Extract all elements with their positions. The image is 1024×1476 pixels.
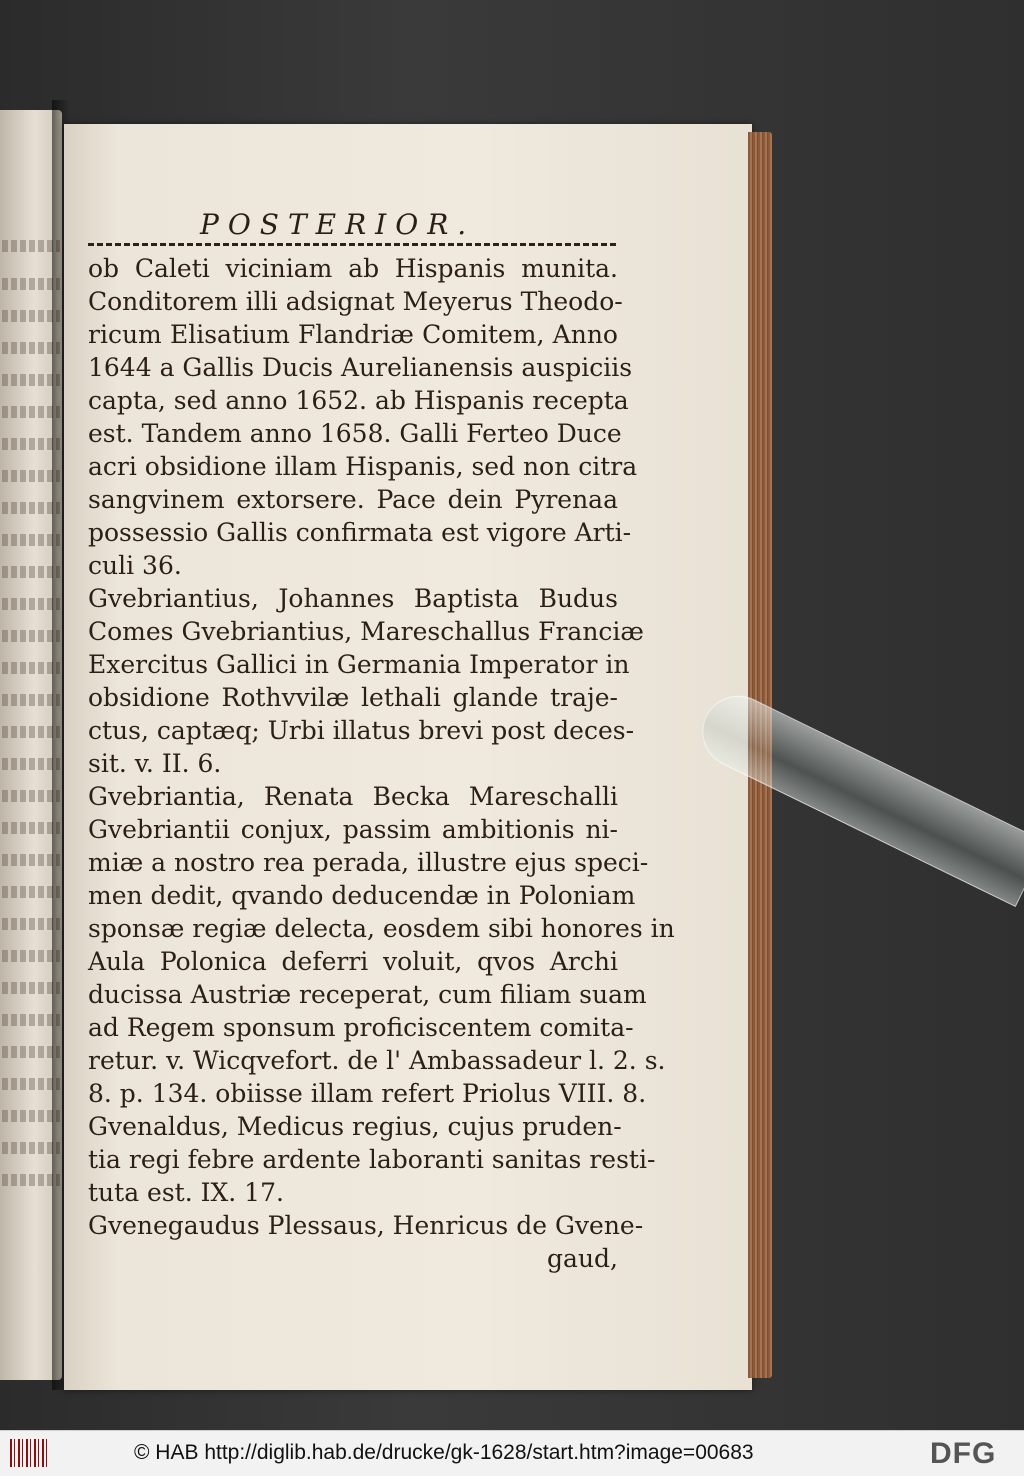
barcode-icon — [10, 1439, 50, 1467]
text-line: 8. p. 134. obiisse illam refert Priolus VIII. 8. — [88, 1079, 647, 1108]
catchword: gaud, — [547, 1244, 618, 1273]
text-line: possessio Gallis confirmata est vigore Arti- — [88, 518, 632, 547]
copyright-url[interactable]: © HAB http://diglib.hab.de/drucke/gk-1628/start.htm?image=00683 — [134, 1441, 754, 1464]
text-line: ricum Elisatium Flandriæ Comitem, Anno — [88, 320, 618, 349]
text-line: obsidione Rothvvilæ lethali glande traje- — [88, 683, 618, 712]
text-line: Aula Polonica deferri voluit, qvos Archi — [88, 947, 618, 976]
text-line: miæ a nostro rea perada, illustre ejus speci- — [88, 848, 649, 877]
text-line: ducissa Austriæ receperat, cum filiam suam — [88, 980, 647, 1009]
footer-bar — [0, 1430, 1024, 1476]
text-line: Gvenegaudus Plessaus, Henricus de Gvene- — [88, 1211, 644, 1240]
text-line: Gvebriantius, Johannes Baptista Budus — [88, 584, 618, 613]
text-line: tuta est. IX. 17. — [88, 1178, 284, 1207]
running-head: POSTERIOR. — [200, 208, 476, 241]
text-line: retur. v. Wicqvefort. de l' Ambassadeur l. 2. s. — [88, 1046, 666, 1075]
header-rule — [88, 243, 616, 246]
text-line: tia regi febre ardente laboranti sanitas resti- — [88, 1145, 656, 1174]
text-line: Gvebriantia, Renata Becka Mareschalli — [88, 782, 618, 811]
text-line: Exercitus Gallici in Germania Imperator in — [88, 650, 630, 679]
text-line: Gvebriantii conjux, passim ambitionis ni- — [88, 815, 618, 844]
dfg-logo: DFG — [930, 1437, 997, 1470]
text-line: ob Caleti viciniam ab Hispanis munita. — [88, 254, 618, 283]
text-line: men dedit, qvando deducendæ in Poloniam — [88, 881, 636, 910]
text-line: 1644 a Gallis Ducis Aurelianensis auspiciis — [88, 353, 633, 382]
text-line: sit. v. II. 6. — [88, 749, 222, 778]
text-line: Gvenaldus, Medicus regius, cujus pruden- — [88, 1112, 622, 1141]
text-line: ctus, captæq; Urbi illatus brevi post deces- — [88, 716, 635, 745]
text-line: Comes Gvebriantius, Mareschallus Franciæ — [88, 617, 644, 646]
text-line: capta, sed anno 1652. ab Hispanis recepta — [88, 386, 629, 415]
text-line: sponsæ regiæ delecta, eosdem sibi honores in — [88, 914, 675, 943]
text-line: ad Regem sponsum proficiscentem comita- — [88, 1013, 634, 1042]
text-line: sangvinem extorsere. Pace dein Pyrenaa — [88, 485, 618, 514]
text-line: acri obsidione illam Hispanis, sed non citra — [88, 452, 638, 481]
text-line: Conditorem illi adsignat Meyerus Theodo- — [88, 287, 623, 316]
text-line: est. Tandem anno 1658. Galli Ferteo Duce — [88, 419, 622, 448]
text-line: culi 36. — [88, 551, 182, 580]
